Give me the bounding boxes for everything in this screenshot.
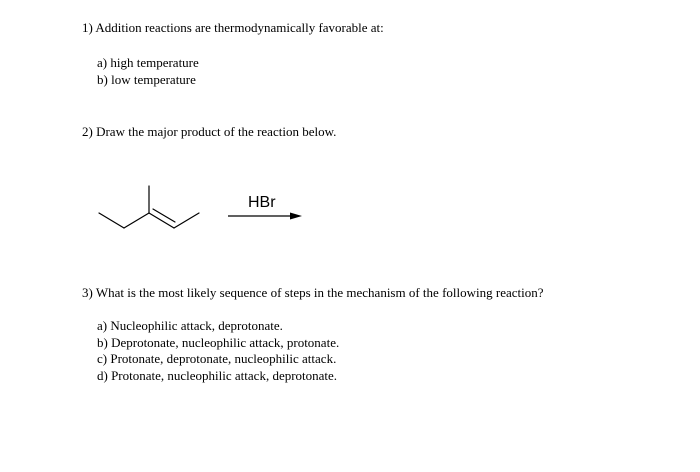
reagent-label: HBr [248, 194, 276, 211]
question-2-text: 2) Draw the major product of the reaction below. [82, 124, 337, 139]
question-3-text: 3) What is the most likely sequence of steps in the mechanism of the following reaction? [82, 285, 544, 300]
bond-c1-c2 [99, 213, 124, 228]
question-1-text: 1) Addition reactions are thermodynamically favorable at: [82, 20, 384, 35]
bond-c4-c5 [174, 213, 199, 228]
bond-c2-c3 [124, 213, 149, 228]
alkene-skeletal-structure [99, 186, 199, 228]
question-1-option-a: a) high temperature [97, 55, 199, 70]
question-1-option-b: b) low temperature [97, 72, 196, 87]
double-bond-inner [153, 209, 175, 222]
arrow-head-icon [290, 213, 302, 220]
question-3-option-d: d) Protonate, nucleophilic attack, deprotonate. [97, 368, 338, 383]
question-3-option-b: b) Deprotonate, nucleophilic attack, protonate. [97, 335, 340, 350]
question-3-option-a: a) Nucleophilic attack, deprotonate. [97, 318, 283, 333]
question-3-option-c: c) Protonate, deprotonate, nucleophilic attack. [97, 351, 337, 366]
double-bond-outer [149, 213, 174, 228]
